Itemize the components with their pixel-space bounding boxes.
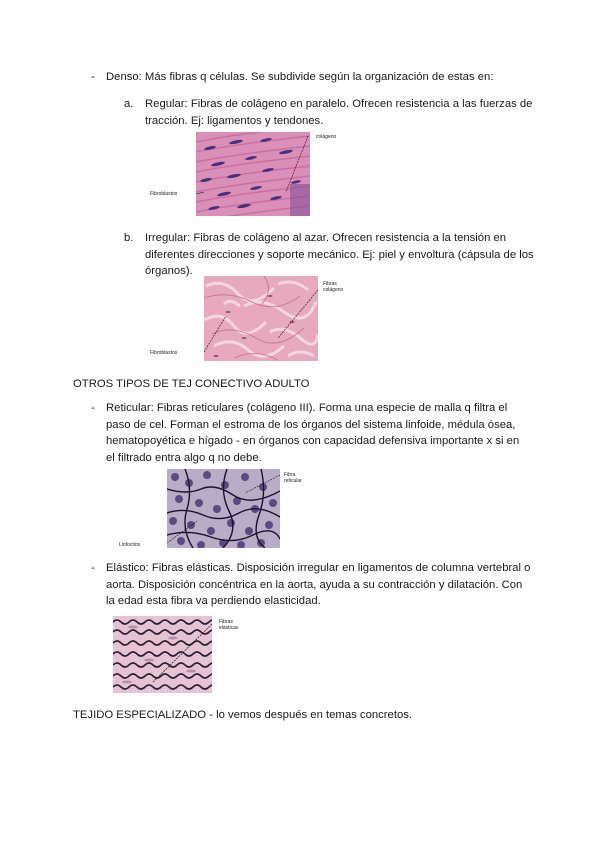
reticular-tissue-image [167,469,280,548]
label-linfocitos: Linfocitos [119,542,141,548]
section-heading-especializado: TEJIDO ESPECIALIZADO - lo vemos después en temas concretos. [73,709,413,721]
irregular-paragraph: Irregular: Fibras de colágeno al azar. Ofrecen resistencia a la tensión en diferentes direcciones y soporte mecánico. Ej: piel y envoltura (cápsula de los órganos). [145,232,534,277]
figure-irregular-dense-tissue [204,276,318,361]
section-heading-otros-tipos: OTROS TIPOS DE TEJ CONECTIVO ADULTO [73,378,310,390]
irregular-tissue-image [204,276,318,361]
bullet-dash: - [91,71,95,83]
figure-regular-dense-tissue [196,132,310,216]
bullet-dash: - [91,402,95,414]
regular-tissue-image [196,132,310,216]
figure-reticular-tissue [167,469,280,548]
list-marker-a: a. [124,98,134,110]
denso-paragraph: Denso: Más fibras q células. Se subdivide según la organización de estas en: [106,71,494,83]
elastico-paragraph: Elástico: Fibras elásticas. Disposición irregular en ligamentos de columna vertebral o aorta. Disposición concéntrica en la aorta, ayuda a su contracción y dilatación. Con la edad esta fibra va perdiendo elasticidad. [106,562,531,607]
bullet-dash: - [91,562,95,574]
figure-elastic-tissue [113,616,212,693]
label-colageno: colágeno [316,134,337,140]
label-fibra-reticular: Fibra reticular [284,472,302,484]
label-fibras-colageno: Fibras colágeno [323,281,344,293]
regular-paragraph: Regular: Fibras de colágeno en paralelo. Ofrecen resistencia a las fuerzas de tracción. Ej: ligamentos y tendones. [145,98,533,127]
label-fibras-elasticas: Fibras elásticas [219,619,239,631]
elastic-tissue-image [113,616,212,693]
reticular-paragraph: Reticular: Fibras reticulares (colágeno III). Forma una especie de malla q filtra el paso de cel. Forman el estroma de los órganos del sistema linfoide, médula ósea, hematopoyética e hígado - en órganos con capacidad defensiva importante x si en el filtrado entra algo q no debe. [106,402,520,464]
label-fibroblastos: Fibroblastos [150,191,178,197]
label-fibroblastos-2: Fibroblastos [150,350,178,356]
list-marker-b: b. [124,232,134,244]
